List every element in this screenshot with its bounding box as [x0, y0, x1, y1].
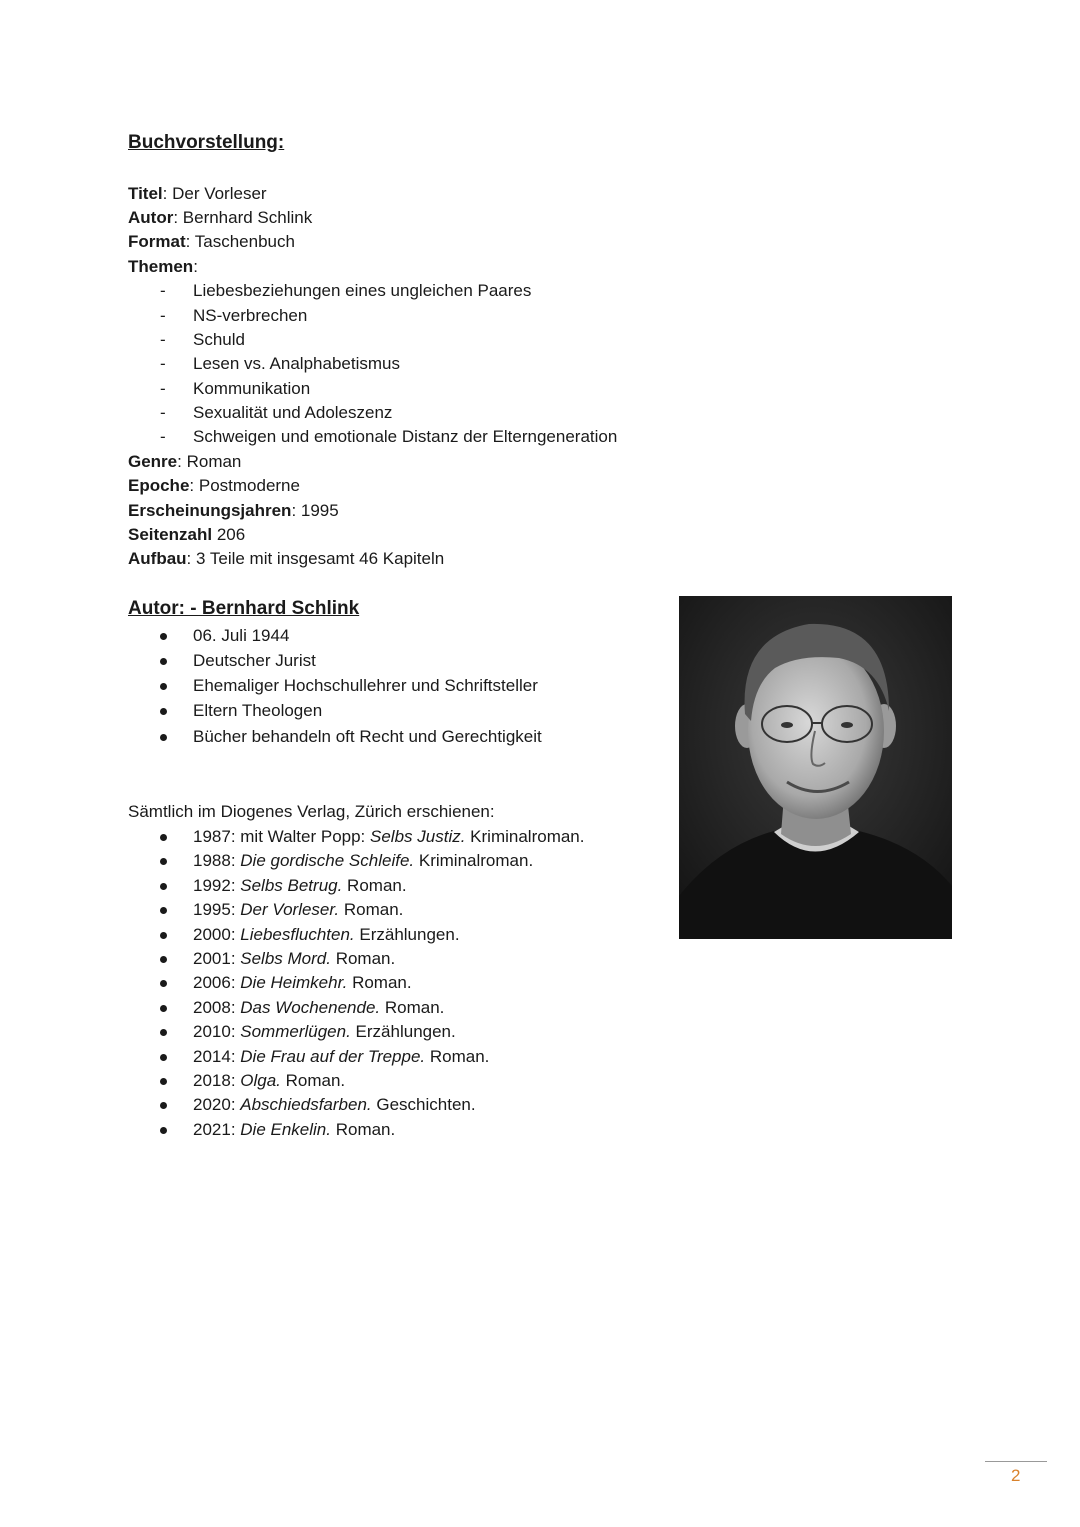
work-item [193, 874, 407, 898]
bullet-dot [160, 734, 167, 741]
work-kind: Roman. [380, 998, 445, 1017]
work-item [193, 1118, 395, 1142]
dash-bullet: - [160, 281, 166, 300]
work-title: Selbs Mord. [240, 949, 331, 968]
dash-bullet: - [160, 403, 166, 422]
bullet-dot [160, 907, 167, 914]
work-item [193, 947, 395, 971]
bullet-dot [160, 633, 167, 640]
work-title: Der Vorleser. [240, 900, 340, 919]
work-kind: Roman. [339, 900, 404, 919]
author-fact: Bücher behandeln oft Recht und Gerechtigkeit [193, 727, 542, 746]
work-title: Die Frau auf der Treppe. [240, 1047, 426, 1066]
work-item [193, 849, 533, 873]
theme-item: Schuld [193, 330, 245, 349]
theme-item: Kommunikation [193, 379, 311, 398]
bullet-dot [160, 1102, 167, 1109]
author-portrait-image [679, 596, 952, 939]
work-year: 1987: mit Walter Popp: [193, 827, 371, 846]
work-year: 2014: [193, 1047, 241, 1066]
work-item [193, 825, 585, 849]
section-heading-buchvorstellung: Buchvorstellung: [128, 132, 285, 153]
work-kind: Roman. [342, 876, 407, 895]
field-titel: Titel: Der Vorleser [128, 184, 267, 203]
work-year: 2006: [193, 973, 241, 992]
work-year: 2018: [193, 1071, 241, 1090]
bullet-dot [160, 956, 167, 963]
bullet-dot [160, 1005, 167, 1012]
work-year: 2000: [193, 925, 241, 944]
work-kind: Kriminalroman. [465, 827, 585, 846]
work-kind: Erzählungen. [350, 1022, 456, 1041]
theme-item: Liebesbeziehungen eines ungleichen Paares [193, 281, 532, 300]
field-genre: Genre: Roman [128, 452, 242, 471]
work-title: Selbs Justiz. [370, 827, 466, 846]
work-title: Das Wochenende. [240, 998, 381, 1017]
work-item [193, 1093, 476, 1117]
work-year: 2021: [193, 1120, 241, 1139]
section-heading-autor: Autor: - Bernhard Schlink [128, 598, 360, 619]
work-title: Die Enkelin. [240, 1120, 331, 1139]
field-autor: Autor: Bernhard Schlink [128, 208, 313, 227]
dash-bullet: - [160, 427, 166, 446]
bullet-dot [160, 883, 167, 890]
work-year: 2020: [193, 1095, 241, 1114]
theme-item: NS-verbrechen [193, 306, 308, 325]
theme-item: Schweigen und emotionale Distanz der Elterngeneration [193, 427, 618, 446]
bullet-dot [160, 834, 167, 841]
bullet-dot [160, 708, 167, 715]
work-item [193, 1069, 345, 1093]
work-title: Abschiedsfarben. [240, 1095, 372, 1114]
bullet-dot [160, 1127, 167, 1134]
dash-bullet: - [160, 379, 166, 398]
dash-bullet: - [160, 354, 166, 373]
bullet-dot [160, 1054, 167, 1061]
work-year: 2001: [193, 949, 241, 968]
work-year: 1988: [193, 851, 241, 870]
field-epoche: Epoche: Postmoderne [128, 476, 300, 495]
works-intro: Sämtlich im Diogenes Verlag, Zürich erschienen: [128, 802, 495, 821]
work-kind: Roman. [347, 973, 412, 992]
work-item [193, 1020, 456, 1044]
dash-bullet: - [160, 330, 166, 349]
work-year: 2008: [193, 998, 241, 1017]
work-title: Olga. [240, 1071, 281, 1090]
work-item [193, 971, 412, 995]
work-title: Sommerlügen. [240, 1022, 351, 1041]
page-number-rule [985, 1461, 1047, 1462]
work-kind: Roman. [330, 949, 396, 968]
dash-bullet: - [160, 306, 166, 325]
work-year: 1992: [193, 876, 241, 895]
bullet-dot [160, 980, 167, 987]
work-kind: Kriminalroman. [414, 851, 534, 870]
field-aufbau: Aufbau: 3 Teile mit insgesamt 46 Kapiteln [128, 549, 445, 568]
work-kind: Roman. [425, 1047, 490, 1066]
author-fact: 06. Juli 1944 [193, 626, 290, 645]
theme-item: Sexualität und Adoleszenz [193, 403, 393, 422]
theme-item: Lesen vs. Analphabetismus [193, 354, 400, 373]
work-title: Die gordische Schleife. [240, 851, 415, 870]
field-format: Format: Taschenbuch [128, 232, 295, 251]
bullet-dot [160, 1078, 167, 1085]
work-item [193, 923, 460, 947]
work-kind: Geschichten. [371, 1095, 476, 1114]
bullet-dot [160, 1029, 167, 1036]
work-item [193, 996, 444, 1020]
work-item [193, 1045, 489, 1069]
bullet-dot [160, 858, 167, 865]
author-fact: Eltern Theologen [193, 701, 323, 720]
bullet-dot [160, 932, 167, 939]
work-title: Selbs Betrug. [240, 876, 343, 895]
bullet-dot [160, 658, 167, 665]
work-year: 2010: [193, 1022, 241, 1041]
page-number: 2 [1011, 1466, 1021, 1485]
work-kind: Roman. [330, 1120, 396, 1139]
field-erscheinungsjahren: Erscheinungsjahren: 1995 [128, 501, 339, 520]
work-year: 1995: [193, 900, 241, 919]
work-kind: Erzählungen. [354, 925, 460, 944]
bullet-dot [160, 683, 167, 690]
author-fact: Deutscher Jurist [193, 651, 316, 670]
author-photo [679, 596, 952, 939]
work-kind: Roman. [280, 1071, 346, 1090]
field-themen: Themen: [128, 257, 198, 276]
work-title: Liebesfluchten. [240, 925, 355, 944]
field-seitenzahl: Seitenzahl 206 [128, 525, 246, 544]
work-title: Die Heimkehr. [240, 973, 348, 992]
work-item [193, 898, 403, 922]
author-fact: Ehemaliger Hochschullehrer und Schriftsteller [193, 676, 538, 695]
